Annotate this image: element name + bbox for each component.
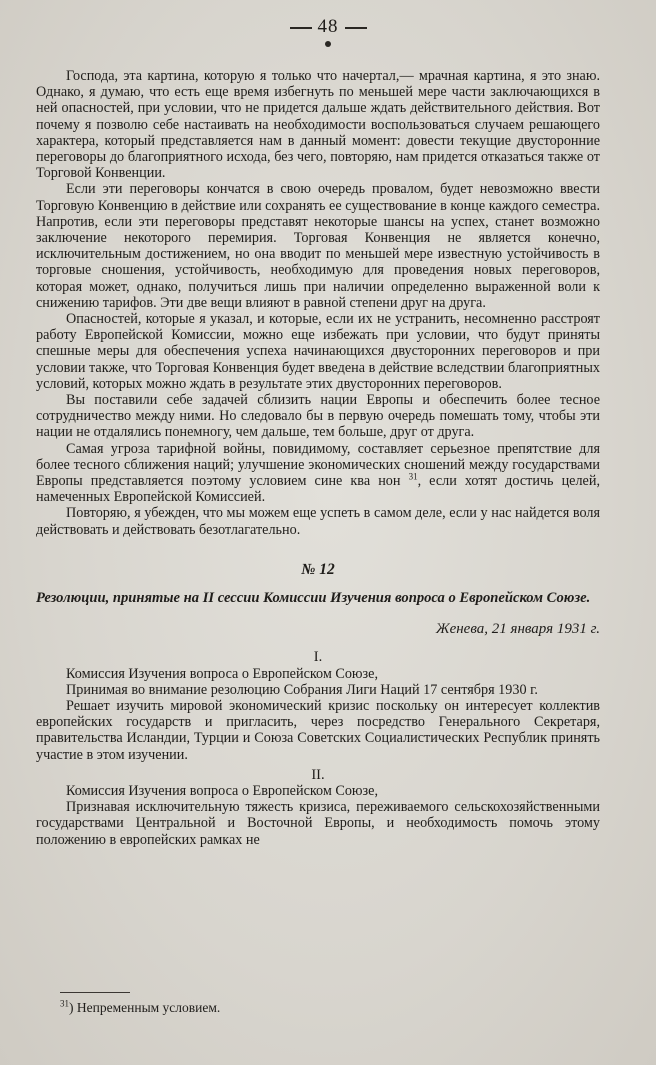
section-numeral-two: II. <box>311 766 325 783</box>
section-line: Комиссия Изучения вопроса о Европейском Союзе, <box>66 782 378 799</box>
section-line: Признавая исключительную тяжесть кризиса, переживаемого сельскохозяйственными государствами Центральной и Восточной Европы, и необходимость помочь этому положению в европейских рамках не <box>36 799 600 848</box>
paragraph: Опасностей, которые я указал, и которые, если их не устранить, несомненно расстроят работу Европейской Комиссии, можно еще избежать при условии, что будут приняты спешные меры для обеспечения успеха начинающихся двусторонних переговоров и при условии также, что Торговая Конвенция будет введена в действие вследствии благоприятных условий, которых можно ждать в результате этих двусторонних переговоров. <box>36 311 600 392</box>
section-numeral-one: I. <box>313 649 323 666</box>
dash-right <box>345 27 367 29</box>
resolution-title: Резолюции, принятые на II сессии Комиссии Изучения вопроса о Европейском Союзе. <box>36 590 591 607</box>
page-number-value: 48 <box>317 16 339 37</box>
place-date: Женева, 21 января 1931 г. <box>435 621 600 638</box>
footnote <box>60 1000 220 1016</box>
dash-left <box>290 27 312 29</box>
paragraph-with-footnote <box>36 441 600 506</box>
paragraph-text-tail: , если хотят достичь целей, намеченных Европейской Комиссией. <box>36 473 600 506</box>
paragraph: Господа, эта картина, которую я только что начертал,— мрачная картина, я это знаю. Однако, я думаю, что есть еще время избегнуть по меньшей мере части заключающихся в ней опасностей, при условии, что не придется дальше ждать действительного действия. Вот почему я позволю себе настаивать на необходимости воспользоваться случаем решающего характера, который представляется нам в данный момент: довести текущие двусторонние переговоры до благоприятного исхода, без чего, повторяю, нам придется отказаться также от Торговой Конвенции. <box>36 68 600 182</box>
paragraph-text: Самая угроза тарифной войны, повидимому, составляет серьезное препятствие для более тесного сближения наций; улучшение экономических сношений между государствами Европы представляется поэтому условием сине ква нон <box>36 440 600 490</box>
footnote-reference: 31 <box>408 471 418 482</box>
paragraph: Вы поставили себе задачей сблизить нации Европы и обеспечить более тесное сотрудничество между ними. Но следовало бы в первую очередь помешать тому, чтобы эти нации не отдалялись понемногу, чем дальше, тем больше, друг от друга. <box>36 392 600 441</box>
footnote-text: Непременным условием. <box>76 1000 221 1015</box>
section-line: Решает изучить мировой экономический кризис поскольку он интересует коллектив европейских государств и пригласить, через посредство Генерального Секретаря, правительства Исландии, Турции и Союза Советских Социалистических Республик принять участие в этом изучении. <box>36 697 600 763</box>
footnote-marker: 31 <box>60 998 69 1009</box>
page-number <box>0 16 656 44</box>
footnote-rule <box>60 992 130 993</box>
paragraph: Повторяю, я убежден, что мы можем еще успеть в самом деле, если у нас найдется воля действовать и действовать безотлагательно. <box>36 505 600 538</box>
bullet-dot-icon <box>325 41 331 47</box>
section-line: Принимая во внимание резолюцию Собрания Лиги Наций 17 сентября 1930 г. <box>66 681 538 698</box>
section-line: Комиссия Изучения вопроса о Европейском Союзе, <box>66 665 378 682</box>
document-number: № 12 <box>301 560 335 578</box>
body-text <box>36 68 600 848</box>
paragraph: Если эти переговоры кончатся в свою очередь провалом, будет невозможно ввести Торговую Конвенцию в действие или сохранять ее существование в конце каждого семестра. Напротив, если эти переговоры представят некоторые шансы на успех, станет возможно заключение некоторого перемирия. Торговая Конвенция не является конечно, исключительным достижением, но она вводит по меньшей мере известную устойчивость в торговые сношения, устойчивость, необходимую для проведения новых переговоров, которая может, однако, получиться лишь при наличии определенно выраженной воли к снижению тарифов. Эти две вещи влияют в равной степени друг на друга. <box>36 181 600 311</box>
footnote-paren: ) <box>69 1000 74 1015</box>
